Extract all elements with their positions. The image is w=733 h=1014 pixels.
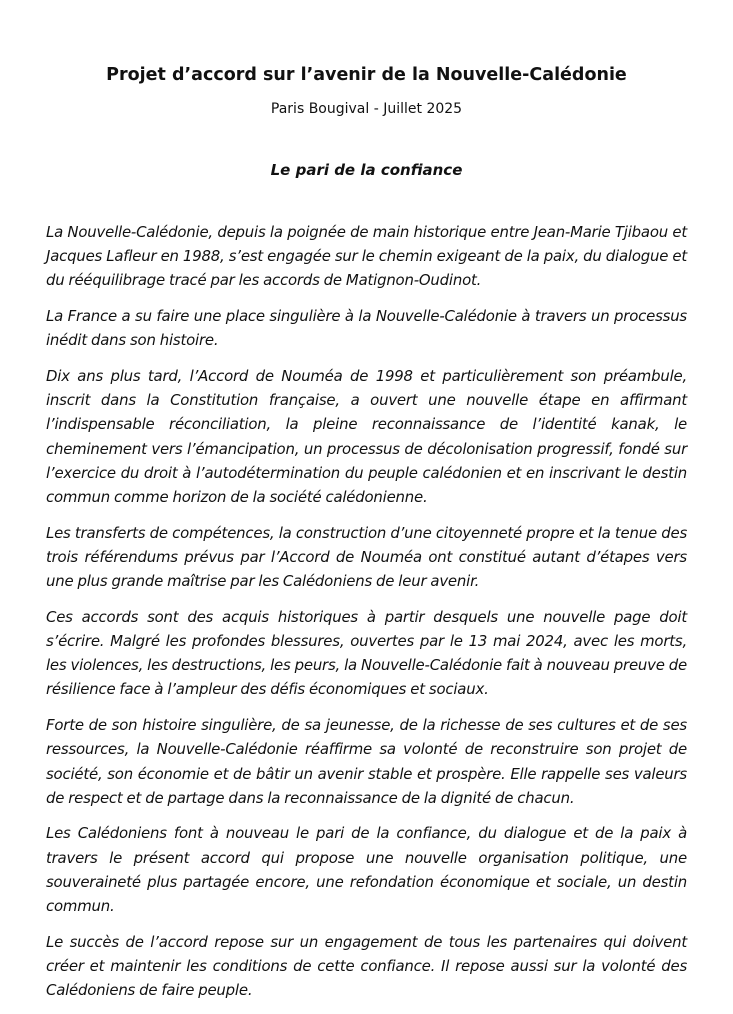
paragraph-6: Forte de son histoire singulière, de sa jeunesse, de la richesse de ses cultures et de ses ressources, la Nouvelle-Calédonie réaffirme sa volonté de reconstruire son projet de société, son économie et de bâtir un avenir stable et prospère. Elle rappelle ses valeurs de respect et de partage dans la reconnaissance de la dignité de chacun.: [46, 716, 687, 807]
paragraph-2: La France a su faire une place singulière à la Nouvelle-Calédonie à travers un processus inédit dans son histoire.: [46, 307, 687, 350]
paragraph-3: Dix ans plus tard, l’Accord de Nouméa de 1998 et particulièrement son préambule, inscrit dans la Constitution française, a ouvert une nouvelle étape en affirmant l’indispensable réconciliation, la pleine reconnaissance de l’identité kanak, le cheminement vers l’émancipation, un processus de décolonisation progressif, fondé sur l’exercice du droit à l’autodétermination du peuple calédonien et en inscrivant le destin commun comme horizon de la société calédonienne.: [46, 367, 687, 507]
paragraph-7: Les Calédoniens font à nouveau le pari de la confiance, du dialogue et de la paix à travers le présent accord qui propose une nouvelle organisation politique, une souveraineté plus partagée encore, une refondation économique et sociale, un destin commun.: [46, 824, 687, 916]
paragraph-5: Ces accords sont des acquis historiques à partir desquels une nouvelle page doit s’écrire. Malgré les profondes blessures, ouvertes par le 13 mai 2024, avec les morts, les violences, les destructions, les peurs, la Nouvelle-Calédonie fait à nouveau preuve de résilience face à l’ampleur des défis économiques et sociaux.: [46, 607, 687, 699]
document-subtitle: Paris Bougival - Juillet 2025: [270, 101, 463, 117]
body-text: [46, 220, 687, 1014]
paragraph-4: Les transferts de compétences, la construction d’une citoyenneté propre et la tenue des trois référendums prévus par l’Accord de Nouméa ont constitué autant d’étapes vers une plus grande maîtrise par les Calédoniens de leur avenir.: [46, 523, 687, 591]
document-title: Projet d’accord sur l’avenir de la Nouvelle-Calédonie: [106, 65, 627, 85]
paragraph-8: Le succès de l’accord repose sur un engagement de tous les partenaires qui doivent créer et maintenir les conditions de cette confiance. Il repose aussi sur la volonté des Calédoniens de faire peuple.: [46, 932, 687, 1000]
paragraph-1: La Nouvelle-Calédonie, depuis la poignée de main historique entre Jean-Marie Tjibaou et Jacques Lafleur en 1988, s’est engagée sur le chemin exigeant de la paix, du dialogue et du rééquilibrage tracé par les accords de Matignon-Oudinot.: [46, 223, 687, 290]
section-heading: Le pari de la confiance: [270, 161, 463, 179]
